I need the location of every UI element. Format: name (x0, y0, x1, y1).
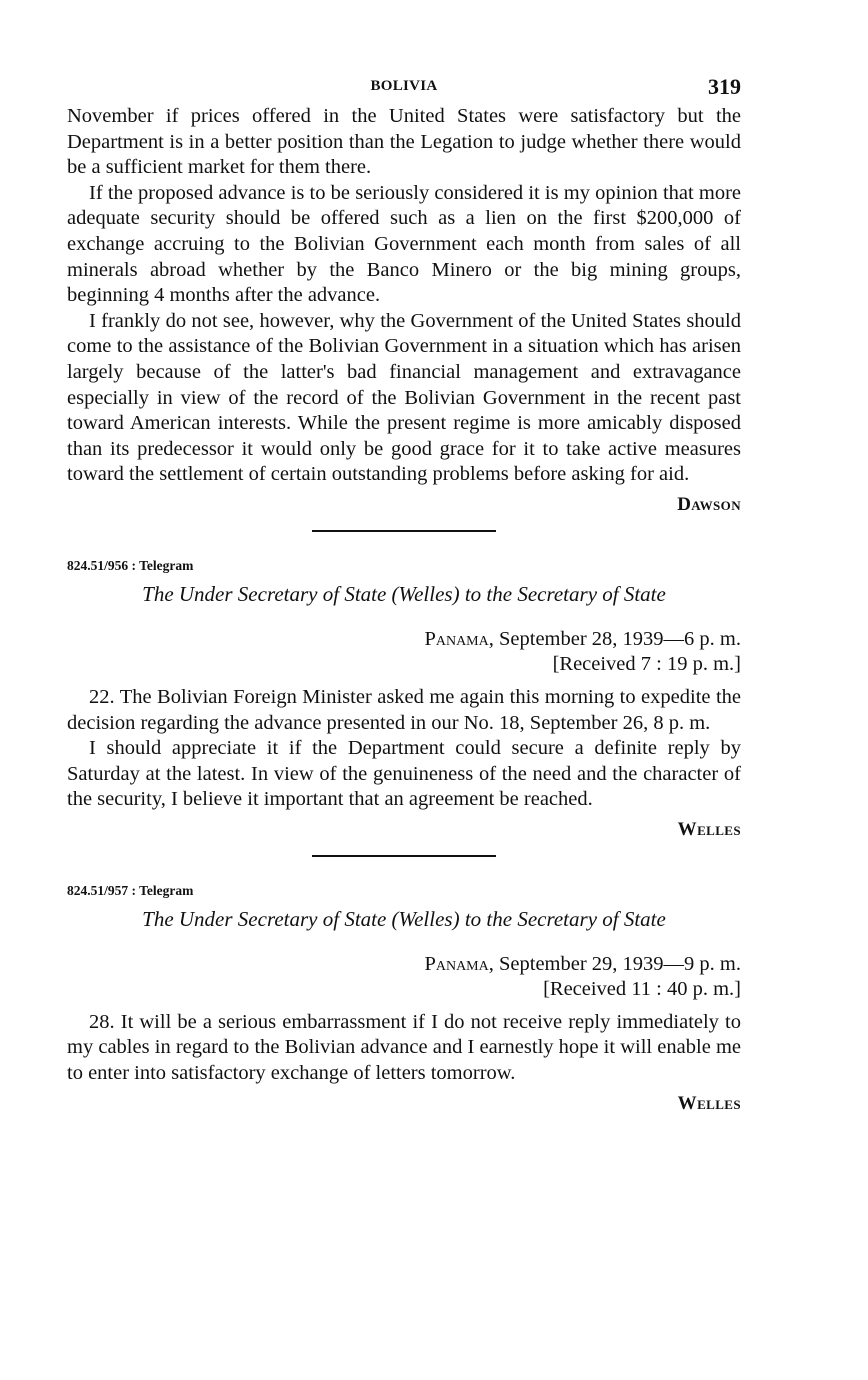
section-divider (312, 530, 496, 532)
dateline (67, 952, 741, 977)
page-number: 319 (708, 74, 741, 99)
dateline-place: Panama (424, 952, 489, 975)
received-time: [Received 7 : 19 p. m.] (552, 652, 741, 675)
received-time: [Received 11 : 40 p. m.] (543, 977, 741, 1000)
dateline-place: Panama (424, 627, 489, 650)
paragraph: I should appreciate it if the Department could secure a definite reply by Saturday at the latest. In view of the genuineness of the need and the character of the security, I believe it important that an agreement be reached. (67, 737, 741, 811)
paragraph: If the proposed advance is to be seriously considered it is my opinion that more adequate security should be offered such as a lien on the first $200,000 of exchange accruing to the Bolivian Government each month from sales of all minerals abroad whether by the Banco Minero or the big mining groups, beginning 4 months after the advance. (67, 181, 741, 307)
running-head: BOLIVIA (370, 78, 438, 94)
paragraph: 28. It will be a serious embarrassment if I do not receive reply immediately to my cables in regard to the Bolivian advance and I earnestly hope it will enable me to enter into satisfactory exchange of letters tomorrow. (67, 1010, 741, 1085)
signature: Welles (677, 1092, 741, 1114)
document-page (67, 70, 741, 1115)
document-title: The Under Secretary of State (Welles) to the Secretary of State (142, 906, 666, 931)
file-reference: 824.51/957 : Telegram (67, 882, 194, 898)
section-divider (312, 855, 496, 857)
signature: Welles (677, 818, 741, 840)
paragraph: November if prices offered in the United States were satisfactory but the Department is in a better position than the Legation to judge whether there would be a sufficient market for them there. (67, 105, 741, 179)
file-reference: 824.51/956 : Telegram (67, 557, 194, 573)
paragraph: I frankly do not see, however, why the Government of the United States should come to the assistance of the Bolivian Government in a situation which has arisen largely because of the latter's bad financial management and extravagance especially in view of the record of the Bolivian Government in the recent past toward American interests. While the present regime is more amicably disposed than its predecessor it would only be good grace for it to take active measures toward the settlement of certain outstanding problems before asking for aid. (67, 309, 741, 486)
paragraph: 22. The Bolivian Foreign Minister asked me again this morning to expedite the decision regarding the advance presented in our No. 18, September 26, 8 p. m. (67, 685, 741, 734)
signature: Dawson (677, 493, 741, 515)
section-continued-letter (67, 104, 741, 516)
dateline-date: , September 29, 1939—9 p. m. (488, 952, 741, 975)
dateline-date: , September 28, 1939—6 p. m. (488, 627, 741, 650)
dateline (67, 627, 741, 652)
telegram-956 (67, 558, 741, 841)
page-header (67, 70, 741, 104)
document-title: The Under Secretary of State (Welles) to the Secretary of State (142, 581, 666, 606)
telegram-957 (67, 883, 741, 1115)
